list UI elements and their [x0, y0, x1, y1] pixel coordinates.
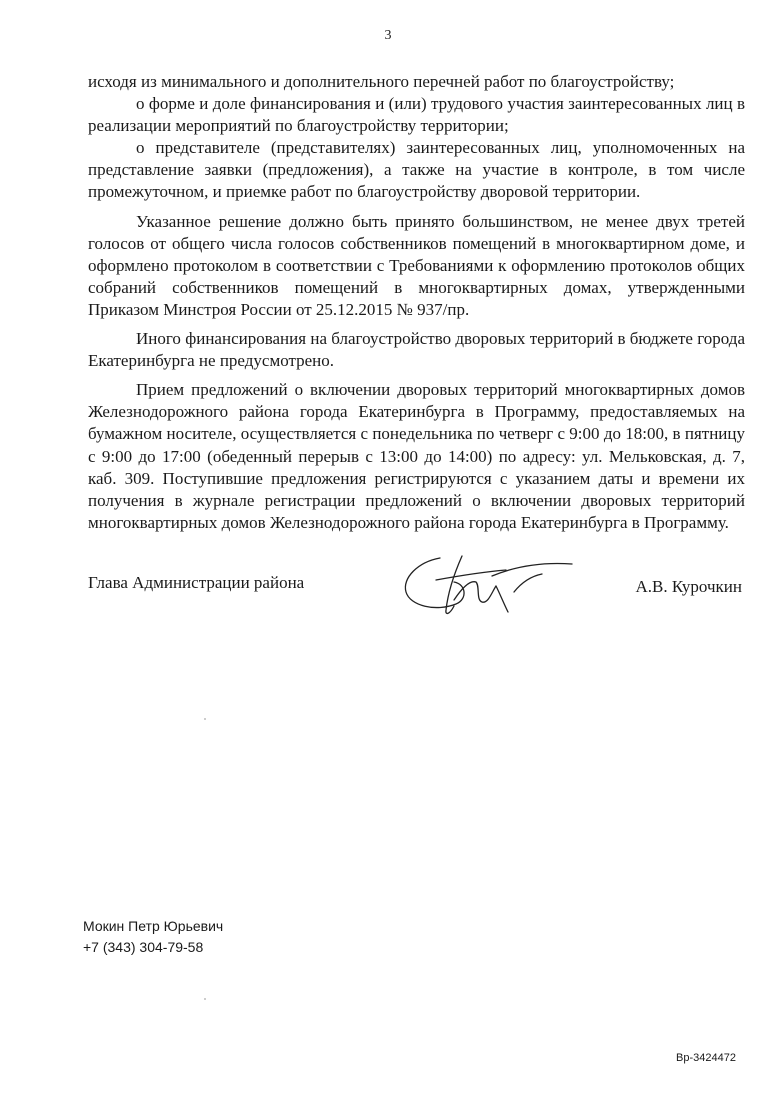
signatory-name: А.В. Курочкин — [635, 577, 742, 596]
scan-speck — [204, 718, 206, 720]
paragraph: Прием предложений о включении дворовых территорий многоквартирных домов Железнодорожного района города Екатеринбурга в Программу, предоставляемых на бумажном носителе, осуществляется с понедельника по четверг с 9:00 до 18:00, в пятницу с 9:00 до 17:00 (обеденный перерыв с 13:00 до 14:00) по адресу: ул. Мельковская, д. 7, каб. 309. Поступившие предложения регистрируются с указанием даты и времени их получения в журнале регистрации предложений о включении дворовых территорий многоквартирных домов Железнодорожного района города Екатеринбурга в Программу. — [88, 380, 745, 532]
executor-block — [83, 916, 223, 958]
page-number: 3 — [384, 28, 392, 43]
document-body — [88, 71, 745, 534]
signatory-position: Глава Администрации района — [88, 573, 305, 592]
handwritten-signature — [396, 552, 576, 622]
paragraph: о представителе (представителях) заинтересованных лиц, уполномоченных на представление заявки (предложения), а также на участие в контроле, в том числе промежуточном, и приемке работ по благоустройству дворовой территории. — [88, 138, 745, 202]
executor-phone: +7 (343) 304-79-58 — [83, 939, 204, 955]
scan-speck — [204, 998, 206, 1000]
executor-name: Мокин Петр Юрьевич — [83, 918, 224, 934]
paragraph: исходя из минимального и дополнительного перечней работ по благоустройству; — [88, 72, 675, 91]
paragraph: о форме и доле финансирования и (или) трудового участия заинтересованных лиц в реализации мероприятий по благоустройству территории; — [88, 94, 745, 136]
paragraph: Указанное решение должно быть принято большинством, не менее двух третей голосов от общего числа голосов собственников помещений в многоквартирном доме, и оформлено протоколом в соответствии с Требованиями к оформлению протоколов общих собраний собственников помещений в многоквартирных домах, утвержденными Приказом Минстроя России от 25.12.2015 № 937/пр. — [88, 211, 745, 319]
document-code: Вр-3424472 — [676, 1052, 736, 1064]
paragraph: Иного финансирования на благоустройство дворовых территорий в бюджете города Екатеринбурга не предусмотрено. — [88, 329, 745, 371]
